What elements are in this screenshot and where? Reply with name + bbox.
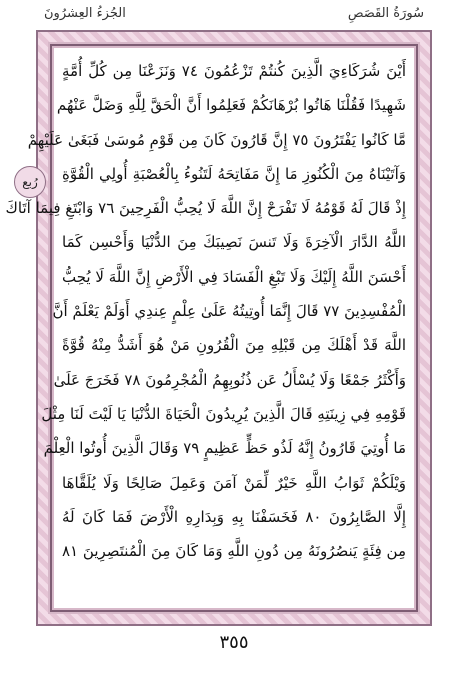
juz-header: الجُزءُ العِشرُونَ (44, 6, 126, 21)
verse-line-9: اللَّهَ قَدْ أَهْلَكَ مِن قَبْلِهِ مِنَ الْقُرُونِ مَنْ هُوَ أَشَدُّ مِنْهُ قُوَّةً (62, 336, 406, 355)
verse-line-7: أَحْسَنَ اللَّهُ إِلَيْكَ وَلَا تَبْغِ الْفَسَادَ فِي الْأَرْضِ إِنَّ اللَّهَ لَا يُحِبُّ (62, 267, 406, 286)
hizb-quarter-marker: رُبع (14, 166, 46, 198)
surah-header: سُورَةُ القَصَصِ (347, 6, 424, 21)
verse-line-6: اللَّهُ الدَّارَ الْآخِرَةَ وَلَا تَنسَ نَصِيبَكَ مِنَ الدُّنْيَا وَأَحْسِن كَمَا (62, 233, 406, 252)
verse-line-4: وَآتَيْنَاهُ مِنَ الْكُنُوزِ مَا إِنَّ مَفَاتِحَهُ لَتَنُوءُ بِالْعُصْبَةِ أُولِي الْقُوَّةِ (62, 164, 406, 183)
verse-line-3: مَّا كَانُوا يَفْتَرُونَ ٧٥ إِنَّ قَارُونَ كَانَ مِن قَوْمِ مُوسَىٰ فَبَغَىٰ عَلَيْهِمْ (27, 130, 406, 149)
verse-line-8: الْمُفْسِدِينَ ٧٧ قَالَ إِنَّمَا أُوتِيتُهُ عَلَىٰ عِلْمٍ عِندِي أَوَلَمْ يَعْلَمْ أَنَّ (52, 302, 406, 321)
verse-line-12: مَا أُوتِيَ قَارُونُ إِنَّهُ لَذُو حَظٍّ عَظِيمٍ ٧٩ وَقَالَ الَّذِينَ أُوتُوا الْعِلْمَ (43, 439, 406, 458)
verse-line-2: شَهِيدًا فَقُلْنَا هَاتُوا بُرْهَانَكُمْ فَعَلِمُوا أَنَّ الْحَقَّ لِلَّهِ وَضَلَّ عَنْهُم (56, 96, 406, 115)
verse-line-15: مِن فِئَةٍ يَنصُرُونَهُ مِن دُونِ اللَّهِ وَمَا كَانَ مِنَ الْمُنتَصِرِينَ ٨١ (62, 542, 406, 561)
verse-line-13: وَيْلَكُمْ ثَوَابُ اللَّهِ خَيْرٌ لِّمَنْ آمَنَ وَعَمِلَ صَالِحًا وَلَا يُلَقَّاهَا (62, 473, 406, 492)
verse-line-1: أَيْنَ شُرَكَاءِيَ الَّذِينَ كُنتُمْ تَزْعُمُونَ ٧٤ وَنَزَعْنَا مِن كُلِّ أُمَّةٍ (62, 62, 406, 80)
verse-line-14: إِلَّا الصَّابِرُونَ ٨٠ فَخَسَفْنَا بِهِ وَبِدَارِهِ الْأَرْضَ فَمَا كَانَ لَهُ (62, 507, 406, 526)
verse-line-11: قَوْمِهِ فِي زِينَتِهِ قَالَ الَّذِينَ يُرِيدُونَ الْحَيَاةَ الدُّنْيَا يَا لَيْتَ لَنَا مِثْلَ (41, 404, 406, 423)
page-number: ٣٥٥ (219, 632, 249, 653)
verse-line-5: إِذْ قَالَ لَهُ قَوْمُهُ لَا تَفْرَحْ إِنَّ اللَّهَ لَا يُحِبُّ الْفَرِحِينَ ٧٦ وَابْتَغِ فِيمَا آتَاكَ (5, 199, 406, 218)
verse-line-10: وَأَكْثَرُ جَمْعًا وَلَا يُسْأَلُ عَن ذُنُوبِهِمُ الْمُجْرِمُونَ ٧٨ فَخَرَجَ عَلَىٰ (53, 370, 406, 389)
